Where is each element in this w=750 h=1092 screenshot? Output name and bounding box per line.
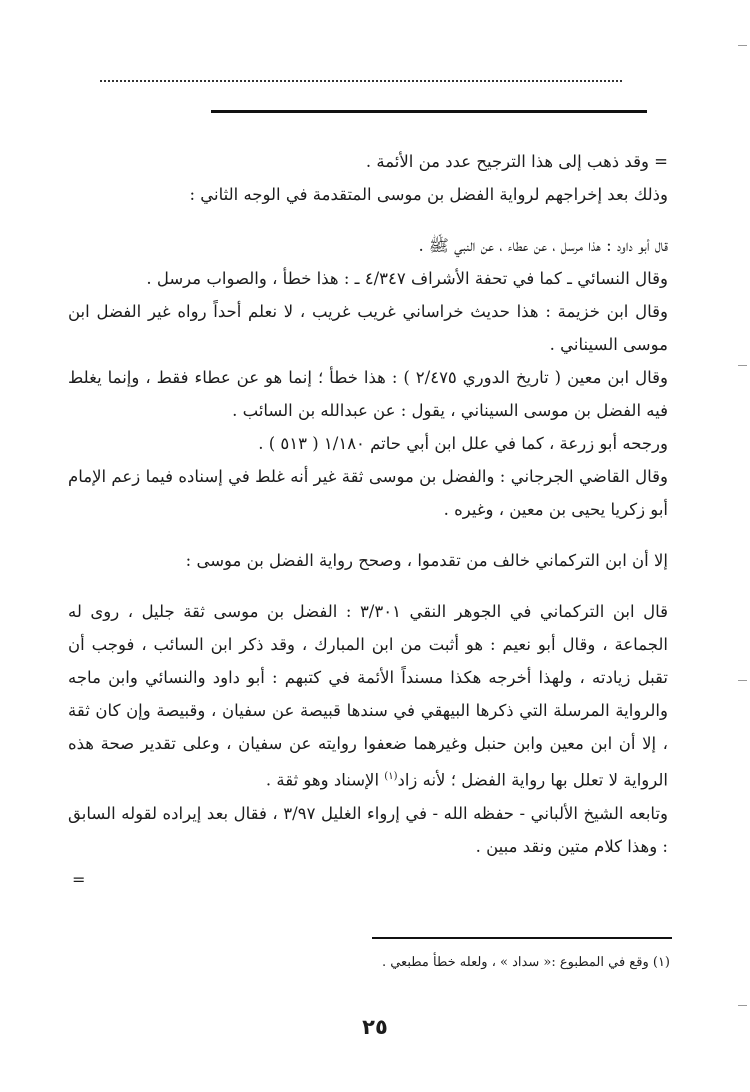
- paragraph: وتابعه الشيخ الألباني - حفظه الله - في إرواء الغليل ٣/٩٧ ، فقال بعد إيراده لقوله السابق : وهذا كلام متين ونقد مبين .: [68, 803, 668, 856]
- edge-mark: [738, 365, 747, 366]
- continuation-mark: =: [72, 870, 86, 889]
- paragraph: [68, 595, 668, 797]
- paragraph: قال أبو داود : هذا مرسل ، عن عطاء ، عن النبي ﷺ .: [418, 236, 668, 255]
- main-text: [68, 145, 668, 863]
- paragraph: إلا أن ابن التركماني خالف من تقدموا ، وصحح رواية الفضل بن موسى :: [185, 551, 668, 570]
- edge-mark: [738, 680, 747, 681]
- paragraph: وقال ابن معين ( تاريخ الدوري ٢/٤٧٥ ) : هذا خطأ ؛ إنما هو عن عطاء فقط ، وإنما يغلط فيه الفضل بن موسى السيناني ، يقول : عن عبدالله بن السائب .: [68, 368, 668, 420]
- paragraph: وذلك بعد إخراجهم لرواية الفضل بن موسى المتقدمة في الوجه الثاني :: [189, 185, 668, 204]
- edge-mark: [738, 45, 747, 46]
- header-dotted-rule: [100, 80, 622, 82]
- quote-text: قال ابن التركماني في الجوهر النقي ٣/٣٠١ : الفضل بن موسى ثقة جليل ، روى له الجماعة ، وقال أبو نعيم : هو أثبت من ابن المبارك ، وقد ذكر ابن السائب ، فوجب أن تقبل زيادته ، ولهذا أخرجه هكذا مسنداً الأئمة في كتبهم : أبو داود والنسائي وابن ماجه والرواية المرسلة التي ذكرها البيهقي في سندها قبيصة عن سفيان ، وقبيصة وإن كان ثقة ، إلا أن ابن معين وابن حنبل وغيرهما ضعفوا روايته عن سفيان ، وعلى تقدير صحة هذه الرواية لا تعلل بها رواية الفضل ؛ لأنه زاد: [68, 602, 669, 790]
- quote-text-end: الإسناد وهو ثقة .: [265, 770, 385, 790]
- paragraph: ورجحه أبو زرعة ، كما في علل ابن أبي حاتم ١/١٨٠ ( ٥١٣ ) .: [258, 434, 668, 453]
- paragraph: وقال القاضي الجرجاني : والفضل بن موسى ثقة غير أنه غلط في إسناده فيما زعم الإمام أبو زكريا يحيى بن معين ، وغيره .: [68, 467, 668, 519]
- header-thick-rule: [211, 110, 647, 113]
- footnote-rule: [372, 937, 672, 939]
- paragraph: وقال النسائي ـ كما في تحفة الأشراف ٤/٣٤٧ ـ : هذا خطأ ، والصواب مرسل .: [146, 269, 668, 288]
- footnote-ref: (١): [384, 771, 398, 782]
- footnote: (١) وقع في المطبوع :« سداد » ، ولعله خطأ مطبعي .: [381, 955, 670, 970]
- edge-mark: [738, 1005, 747, 1006]
- paragraph: وقال ابن خزيمة : هذا حديث خراساني غريب غريب ، لا نعلم أحداً رواه غير الفضل ابن موسى السيناني .: [68, 302, 668, 354]
- page-number: ٢٥: [362, 1015, 388, 1039]
- paragraph: = وقد ذهب إلى هذا الترجيح عدد من الأئمة .: [365, 152, 668, 171]
